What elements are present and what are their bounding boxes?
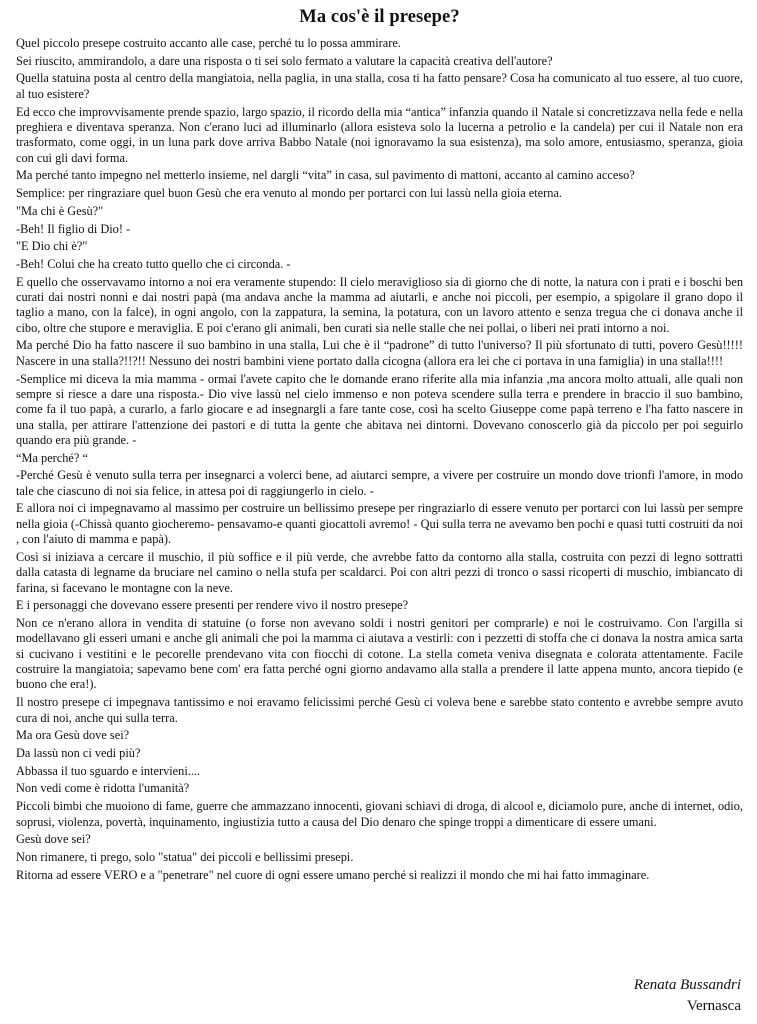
paragraph: Ma perché Dio ha fatto nascere il suo bambino in una stalla, Lui che è il “padrone” di tutto l'universo? Il più sfortunato di tutti, povero Gesù!!!!! Nascere in una stalla?!!?!! Nessuno dei nostri bambini viene portato dalla cicogna (allora era lei che ci portava in una famiglia) in una stalla!!!! — [16, 338, 743, 368]
paragraph: E allora noi ci impegnavamo al massimo per costruire un bellissimo presepe per ringraziarlo di essere venuto per portarci con lui lassù per sempre nella gioia (-Chissà quanto giocheremo- pensavamo-e quanti giocattoli avremo! - Qui sulla terra ne avevamo ben pochi e quasi tutti costruiti da noi , con l'aiuto di mamma e papà). — [16, 501, 743, 547]
dialogue-line: -Beh! Colui che ha creato tutto quello che ci circonda. - — [16, 256, 291, 271]
paragraph: Da lassù non ci vedi più? — [16, 745, 141, 760]
paragraph: -Semplice mi diceva la mia mamma - ormai l'avete capito che le domande erano riferite alla mia infanzia ,ma ancora molto attuali, alle quali non sempre si riesce a dare una risposta.- Dio vive lassù nel cielo immenso e non poteva scendere sulla terra e prendere in braccio il suo bambino, come fa il tuo papà, a curarlo, a farlo giocare e ad insegnargli a fare tante cose, così ha scelto Giuseppe come papà terreno e l'ha fatto nascere in una stalla, per attirare l'attenzione dei pastori e di tutta la gente che abitava nei dintorni. Dovevano conoscerlo già da piccolo per poi seguirlo quando era più grande. - — [16, 371, 743, 447]
dialogue-line: "E Dio chi è?" — [16, 239, 88, 254]
paragraph: E i personaggi che dovevano essere presenti per rendere vivo il nostro presepe? — [16, 598, 409, 613]
dialogue-line: “Ma perché? “ — [16, 450, 88, 465]
dialogue-line: "Ma chi è Gesù?" — [16, 203, 104, 218]
paragraph: Il nostro presepe ci impegnava tantissimo e noi eravamo felicissimi perché Gesù ci voleva bene e sarebbe stato contento e avrebbe sempre avuto cura di noi, anche qui sulla terra. — [16, 695, 743, 725]
paragraph: Ritorna ad essere VERO e a "penetrare" nel cuore di ogni essere umano perché si realizzi il mondo che mi hai fatto immaginare. — [16, 867, 650, 882]
paragraph: Sei riuscito, ammirandolo, a dare una risposta o ti sei solo fermato a valutare la capacità creativa dell'autore? — [16, 53, 553, 68]
paragraph: Abbassa il tuo sguardo e intervieni.... — [16, 763, 201, 778]
paragraph: -Perché Gesù è venuto sulla terra per insegnarci a volerci bene, ad aiutarci sempre, a vivere per costruire un mondo dove trionfi l'amore, in modo tale che ciascuno di noi sia felice, in attesa poi di raggiungerlo in cielo. - — [16, 468, 743, 498]
document-title: Ma cos'è il presepe? — [299, 7, 460, 27]
author-place: Vernasca — [686, 998, 741, 1014]
signature-block — [634, 975, 741, 1017]
paragraph: Ma ora Gesù dove sei? — [16, 728, 130, 743]
paragraph: Semplice: per ringraziare quel buon Gesù che era venuto al mondo per portarci con lui lassù nella gioia eterna. — [16, 186, 563, 201]
paragraph: Non rimanere, ti prego, solo "statua" dei piccoli e bellissimi presepi. — [16, 850, 354, 864]
paragraph: Così si iniziava a cercare il muschio, il più soffice e il più verde, che avrebbe fatto da contorno alla stalla, costruita con pezzi di legno sottratti dalla catasta di legname da bruciare nel camino o nella stufa per scaldarci. Poi con altri pezzi di tronco o sassi ricoperti di muschio, imbiancato di farina, si facevano le montagne con la neve. — [16, 549, 743, 595]
author-name: Renata Bussandri — [633, 977, 741, 993]
paragraph: Piccoli bimbi che muoiono di fame, guerre che ammazzano innocenti, giovani schiavi di droga, di alcool e, diciamolo pure, anche di internet, odio, soprusi, violenza, povertà, inquinamento, ingiustizia tutto a causa del Dio denaro che spinge troppi a dimenticare di essere umani. — [16, 799, 743, 829]
document-body — [16, 36, 743, 883]
paragraph: Ma perché tanto impegno nel metterlo insieme, nel dargli “vita” in casa, sul pavimento di mattoni, accanto al camino acceso? — [16, 168, 635, 183]
paragraph: Non vedi come è ridotta l'umanità? — [16, 781, 190, 796]
paragraph: Quella statuina posta al centro della mangiatoia, nella paglia, in una stalla, cosa ti ha fatto pensare? Cosa ha comunicato al tuo essere, al tuo cuore, al tuo esistere? — [16, 71, 743, 101]
paragraph: E quello che osservavamo intorno a noi era veramente stupendo: Il cielo meraviglioso sia di giorno che di notte, la natura con i prati e i boschi ben curati dai nostri nonni e dai nostri papà (ma andava anche la mamma ad aiutarli, e anche noi piccoli, per esempio, a spigolare il grano dopo il taglio a mano, con la falce), in ogni angolo, con la zappatura, la semina, la potatura, con un lavoro attento e senza tregua che ci donava anche il cibo, oltre che stupore e meraviglia. E poi c'erano gli animali, ben curati sia nelle stalle che nei pollai, o liberi nei prati intorno a noi. — [16, 274, 743, 335]
paragraph: Non ce n'erano allora in vendita di statuine (o forse non avevano soldi i nostri genitori per comprarle) e noi le costruivamo. Con l'argilla si modellavano gli esseri umani e anche gli animali che poi la mamma ci aiutava a vestirli: con i pezzetti di stoffa che ci donava la nostra amica sarta si cucivano i vestitini e le pecorelle prendevano vita con fiocchi di cotone. La stella cometa veniva disegnata e colorata attentamente. Facile costruire la mangiatoia; sapevamo bene com' era fatta perché ogni giorno andavamo alla stalla a prendere il latte appena munto, ancora tiepido (e buono che era!). — [16, 616, 743, 692]
paragraph: Gesù dove sei? — [16, 832, 91, 847]
dialogue-line: -Beh! Il figlio di Dio! - — [16, 221, 131, 236]
paragraph: Quel piccolo presepe costruito accanto alle case, perché tu lo possa ammirare. — [16, 36, 401, 50]
paragraph: Ed ecco che improvvisamente prende spazio, largo spazio, il ricordo della mia “antica” infanzia quando il Natale si concretizzava nella fede e nella preghiera e diventava speranza. Non c'erano luci ad illuminarlo (allora esisteva solo la lucerna a petrolio e la candela) per cui il Natale non era trasformato, come oggi, in un luna park dove arriva Babbo Natale (noi ignoravamo la sua esistenza), ma solo amore, entusiasmo, speranza, gioia con cui gli davi forma. — [16, 104, 743, 165]
